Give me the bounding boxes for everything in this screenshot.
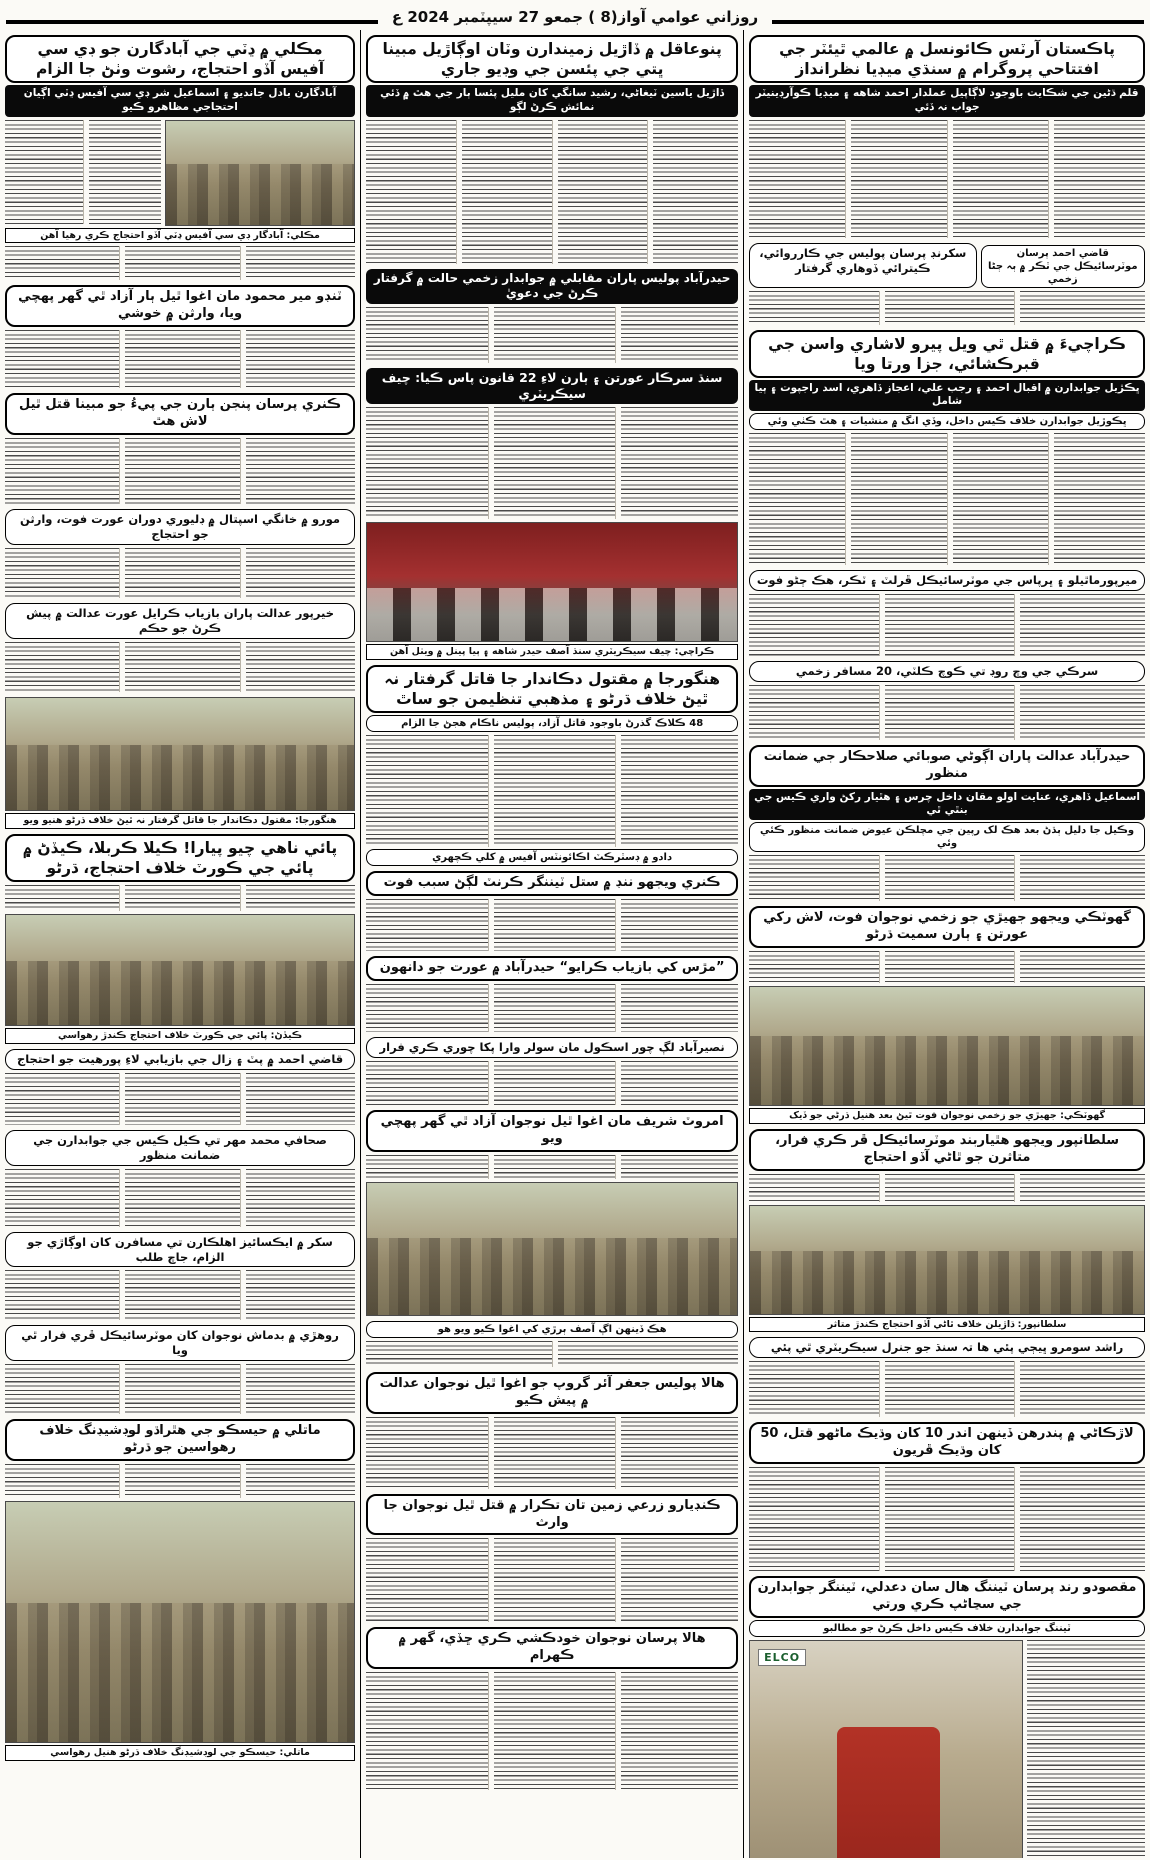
story-amrot-sharif-release [366,1110,738,1316]
subhead-bar: ڀڪڙيل جوابدارن ۾ اقبال احمد ۽ رجب علي، اعجاز ڏاهري، اسد راجپوت ۽ ٻيا شامل [749,380,1145,411]
headline-bar: حيدرآباد پوليس پاران مقابلي ۾ جوابدار زخمي حالت ۾ گرفتار ڪرڻ جي دعويٰ [366,269,738,304]
story-hala-police-court [366,1372,738,1489]
side-box: قاضي احمد پرسان موٽرسائيڪل جي ٽڪر ۾ ٻہ ڄڻا زخمي [981,245,1145,288]
story-kadhan-court-protest [5,834,355,1044]
photo-block-hingorja [5,697,355,829]
headline: نصيرآباد لڳ چور اسڪول مان سولر وارا پکا چوري ڪري فرار [366,1037,738,1058]
subhead-box: ٽيننگ جوابدارن خلاف ڪيس داخل ڪرڻ جو مطالبو [749,1620,1145,1637]
headline: هالا پوليس جعفر آئر گروپ جو اغوا ٿيل نوجوان عدالت ۾ پيش ڪيو [366,1372,738,1414]
headline: هالا پرسان نوجوان خودڪشي ڪري ڇڏي، گهر ۾ ڪهرام [366,1627,738,1669]
subhead-box: وڪيل جا دليل ٻڌڻ بعد هڪ لک رپين جي مچلڪن عيوض ضمانت منظور ڪئي وئي [749,822,1145,852]
photo-caption: هنگورجا: مقتول دڪاندار جا قاتل گرفتار نہ ٿيڻ خلاف ڌرڻو هنيو ويو [5,813,355,829]
subhead-bar: اسماعيل ڏاهري، عنايت اولو مقان داخل چرس ۽ هٿيار رکڻ واري ڪيس جي بنٿي ٿي [749,789,1145,820]
subhead-box: ڀڪوڙيل جوابدارن خلاف ڪيس داخل، وڏي انگ ۾ منشيات ۽ هٿ ڪٺي وئي [749,413,1145,430]
headline: حيدرآباد عدالت پاران اڳوڻي صوبائي صلاحڪار جي ضمانت منظور [749,745,1145,787]
headline: گهوٽڪي ويجهو جهيڙي جو زخمي نوجوان فوت، لاش رکي عورتن ۽ ٻارن سميت ڌرڻو [749,906,1145,948]
photo-ghotki-dharna [749,986,1145,1106]
photo-caption: ڪراچي: چيف سيڪريٽري سنڌ آصف حيدر شاهه ۽ ٻيا پينل ۾ ويٺل آهن [366,644,738,660]
headline: ڪنري پرسان پنجن ٻارن جي پيءُ جو مبينا قتل ٿيل لاش هٿ [5,393,355,435]
story-kunri-body-found [5,393,355,504]
column-center [360,30,744,1858]
headline: پاڪستان آرٽس ڪائونسل ۾ عالمي ٿيئٽر جي افتتاحي پروگرام ۾ سنڌي ميڊيا نظرانداز [749,35,1145,83]
photo-caption: ڪيڏڻ: پائي جي ڪورٽ خلاف احتجاج ڪندڙ رهواسي [5,1028,355,1044]
story-hyderabad-bail [749,745,1145,901]
story-kunri-teenager [366,871,738,951]
headline: خيرپور عدالت پاران بازياب ڪرايل عورت عدالت ۾ پيش ڪرڻ جو حڪم [5,603,355,639]
headline-box: هڪ ڏينهن اڳ آصف ٻرڙي کي اغوا ڪيو ويو هو [366,1321,738,1338]
subhead-box: 48 ڪلاڪ گذرڻ باوجود قاتل آزاد، پوليس ناڪام هجڻ جا الزام [366,715,738,732]
headline-bar: سنڌ سرڪار عورتن ۽ ٻارن لاءِ 22 قانون پاس ڪيا: چيف سيڪريٽري [366,368,738,405]
headline: ”مڙس کي بازياب ڪرايو“ حيدرآباد ۾ عورت جو دانهون [366,956,738,981]
photo-stage-event [366,522,738,642]
story-sultanpur-robbery [749,1129,1145,1333]
story-sukkur-excise [5,1232,355,1321]
story-khairpur-court-order [5,603,355,692]
photo-caption: مڪلي: آبادگار ڊي سي آفيس ڍٽي آڏو احتجاج ڪري رهيا آهن [5,228,355,244]
headline: مقصودو رند پرسان ٽيننگ هال سان دعدلي، ٽيننگر جوابدارن جي سڃاڻپ ڪري ورتي [749,1576,1145,1618]
story-matli-loadshedding [5,1419,355,1761]
headline: ٽنڊو مير محمود مان اغوا ٿيل ٻار آزاد ٿي گهر پهچي ويا، وارثن ۾ خوشي [5,285,355,327]
story-panoaqil-video [366,35,738,264]
photo-hingorja-dharna [5,697,355,811]
headline: مڪلي ۾ ڍٽي جي آبادگارن جو ڊي سي آفيس آڏو احتجاج، رشوت وٺڻ جا الزام [5,35,355,83]
masthead-title: روزاني عوامي آواز(8 ) جمعو 27 سيپٽمبر 2024 ع [391,8,759,26]
masthead-rule-right [772,20,1144,24]
subhead-bar: آبادگارن بادل جانديو ۽ اسماعيل شر ڊي سي آفيس ڍٽي اڳيان احتجاجي مظاهرو ڪيو [5,85,355,116]
headline: پائي ناهي چيو پيارا! ڪيلا ڪربلا، ڪيڏڻ ۾ پائي جي ڪورٽ خلاف احتجاج، ڌرڻو [5,834,355,882]
photo-makli-protest [165,120,355,226]
story-22-laws [366,368,738,660]
story-hala-suicide [366,1627,738,1790]
headline: هنگورجا ۾ مقتول دڪاندار جا قاتل گرفتار نہ ٿيڻ خلاف ڌرڻو ۽ مذهبي تنظيمن جو ساٿ [366,665,738,713]
headline: روهڙي ۾ بدماش نوجوان کان موٽرسائيڪل ڦري فرار ٿي ويا [5,1325,355,1361]
story-sakrand-police [749,243,1145,325]
headline: قاضي احمد ۾ پٽ ۽ زال جي بازيابي لاءِ پورهيت جو احتجاج [5,1049,355,1070]
story-larkana-crime [749,1422,1145,1571]
story-coach-accident [749,661,1145,740]
headline: ميرپورماٿيلو ۽ ڀرپاس جي موٽرسائيڪل ڦرلٽ ۽ ٽڪر، هڪ ڄڻو فوت [749,570,1145,591]
headline: راشد سومرو ڀيڄي پئي ها تہ سنڌ جو جنرل سيڪريٽري ٿي پئي [749,1337,1145,1358]
headline: صحافي محمد مهر تي ڪيل ڪيس جي جوابدارن جي ضمانت منظور [5,1130,355,1166]
headline: سکرنڊ پرسان پوليس جي ڪارروائي، ڪيترائي ڏوهاري گرفتار [749,243,976,288]
headline: ڪنڊيارو زرعي زمين تان تڪرار ۾ قتل ٿيل نوجوان جا وارث [366,1494,738,1536]
headline: ماتلي ۾ حيسڪو جي هٿراڌو لوڊشيڊنگ خلاف رهواسين جو ڌرڻو [5,1419,355,1461]
story-kandiaro-land-dispute [366,1494,738,1623]
story-asif-burro-kidnap [366,1321,738,1367]
story-tando-mir-mahmood [5,285,355,388]
subhead-bar: قلم ڌڻين جي شڪايت باوجود لاڳاپيل عملدار احمد شاهه ۽ ميڊيا ڪوآرڊينيٽر جواب نہ ڏئي [749,85,1145,116]
story-hingorja-sitin [366,665,738,866]
story-maqsoodo-rind [749,1576,1145,1858]
story-mirpur-mathelo [749,570,1145,656]
story-qazi-ahmed-protest [5,1049,355,1125]
headline: پنوعاقل ۾ ڏاڙيل زميندارن وٽان اوڳاڙيل مبينا ڀتي جي پئسن جي وڊيو جاري [366,35,738,83]
column-right [744,30,1150,1858]
photo-matli-dharna [5,1501,355,1743]
side-box: دادو ۾ ڊسٽرڪٽ اڪائونٽس آفيس ۾ کلي ڪچهري [366,849,738,866]
masthead-rule-left [6,20,378,24]
story-naseerabad-solar-theft [366,1037,738,1105]
photo-man-at-mic [749,1640,1023,1858]
story-husband-recovery-plea [366,956,738,1032]
story-journalist-bail [5,1130,355,1227]
story-karachi-exhumation [749,330,1145,566]
subhead-bar: ڏاڙيل ياسين ٽيغاڻي، رشيد سانگي کان مليل پئسا ٻار جي هٿ ۾ ڏئي نمائش ڪرڻ لڳو [366,85,738,116]
headline: سرڪي جي وچ روڊ تي ڪوچ ڪلٽي، 20 مسافر زخمي [749,661,1145,682]
photo-kadhan-protest [5,914,355,1026]
headline: سلطانپور ويجهو هٿياربند موٽرسائيڪل ڦر ڪري فرار، متاثرن جو ٿاڻي آڏو احتجاج [749,1129,1145,1171]
headline: امروٽ شريف مان اغوا ٿيل نوجوان آزاد ٿي گهر پهچي ويو [366,1110,738,1152]
headline: ڪنري ويجهو ننڊ ۾ ستل ٽيننگر ڪرنٽ لڳڻ سبب فوت [366,871,738,896]
story-makli-protest [5,35,355,280]
headline: لاڙڪاڻي ۾ پندرهن ڏينهن اندر 10 کان وڌيڪ ماڻهو قتل، 50 کان وڌيڪ ڦريون [749,1422,1145,1464]
headline: ڪراچيءَ ۾ قتل ٿي ويل پيرو لاشاري واسن جي قبرڪشائي، جزا ورتا ويا [749,330,1145,378]
story-moro-hospital-death [5,509,355,598]
headline: سکر ۾ ايڪسائيز اهلڪارن تي مسافرن کان اوڳاڙي جو الزام، جاچ طلب [5,1232,355,1268]
story-arts-council [749,35,1145,238]
story-rashid-soomro [749,1337,1145,1417]
story-ghotki-dharna [749,906,1145,1124]
headline: مورو ۾ خانگي اسپتال ۾ ڊليوري دوران عورت فوت، وارثن جو احتجاج [5,509,355,545]
masthead [0,0,1150,30]
photo-caption: گهوٽڪي: جهيڙي جو زخمي نوجوان فوت ٿيڻ بعد هنيل ڌرڻي جو ڏيک [749,1108,1145,1124]
photo-caption: سلطانپور: ڌاڙيلن خلاف ٿاڻي آڏو احتجاج ڪندڙ متاثر [749,1317,1145,1333]
photo-sign-label: ELCO [758,1649,806,1666]
photo-sultanpur-protest [749,1205,1145,1315]
story-hyderabad-encounter [366,269,738,363]
page-body [0,30,1150,1858]
photo-group-outdoor [366,1182,738,1316]
story-rohri-snatching [5,1325,355,1414]
column-left [0,30,360,1858]
photo-caption: ماتلي: حيسڪو جي لوڊشيڊنگ خلاف ڌرڻو هنيل رهواسي [5,1745,355,1761]
